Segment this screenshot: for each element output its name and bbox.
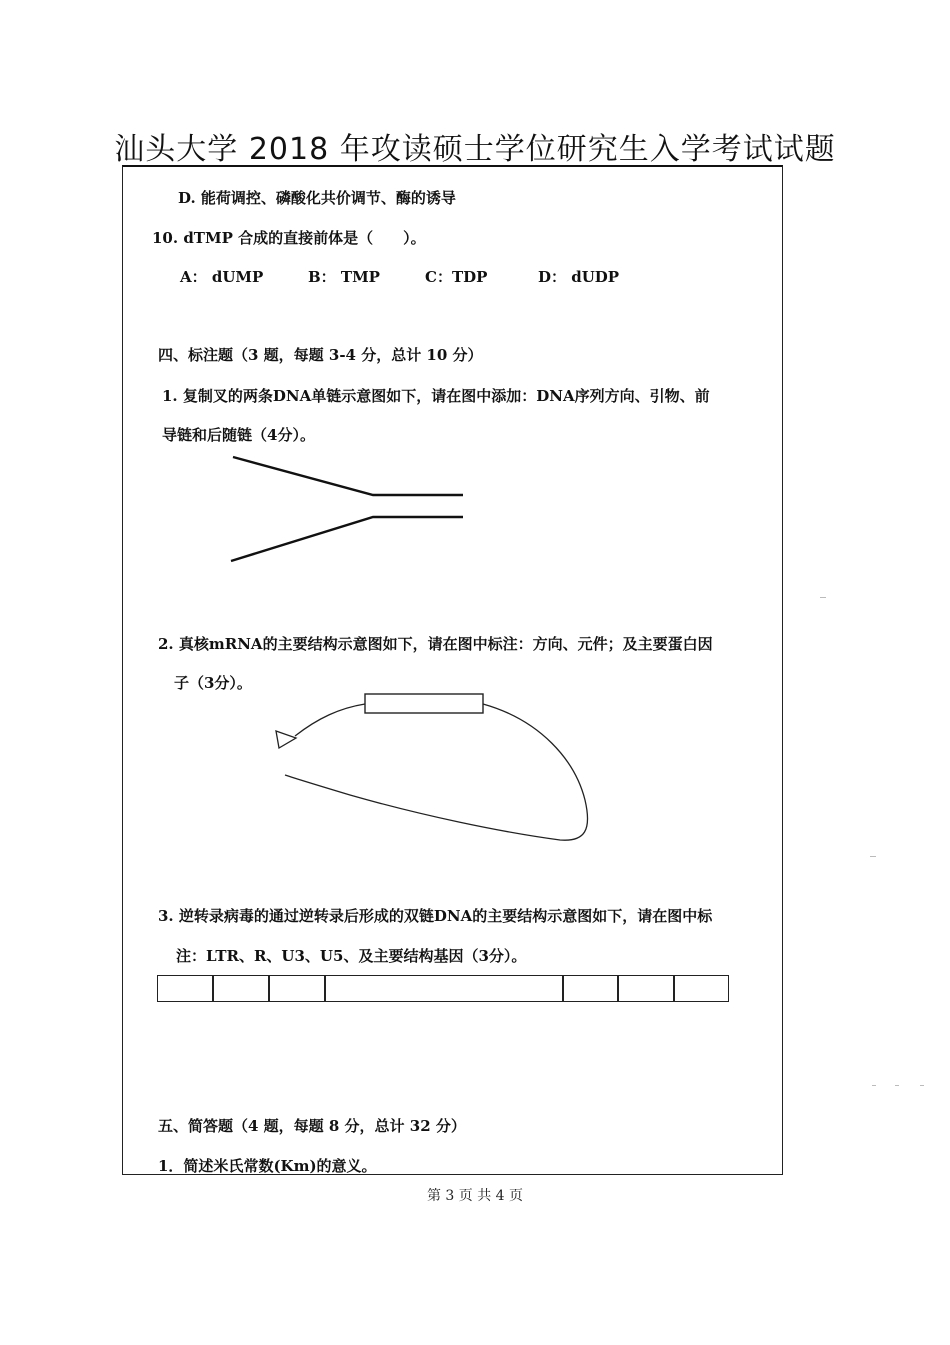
- scan-speck: [895, 1085, 899, 1086]
- s5-q1: 1．简述米氏常数(Km)的意义。: [158, 1157, 377, 1175]
- page-number: 第 3 页 共 4 页: [426, 1188, 524, 1204]
- diagram-segment: [562, 975, 619, 1002]
- q9-option-d: D. 能荷调控、磷酸化共价调节、酶的诱导: [178, 189, 456, 207]
- exam-title: 汕头大学 2018 年攻读硕士学位研究生入学考试试题: [114, 132, 836, 167]
- diagram-segment: [157, 975, 214, 1002]
- scan-speck: [820, 597, 826, 598]
- q10-option-a: A： dUMP: [180, 268, 264, 286]
- s4-q3-line1: 3. 逆转录病毒的通过逆转录后形成的双链DNA的主要结构示意图如下，请在图中标: [158, 907, 713, 925]
- diagram-segment: [268, 975, 326, 1002]
- scan-speck: [870, 856, 876, 857]
- q10-stem: 10. dTMP 合成的直接前体是（ ）。: [152, 229, 426, 247]
- scan-speck: [920, 1085, 924, 1086]
- s4-q2-line1: 2. 真核mRNA的主要结构示意图如下，请在图中标注：方向、元件；及主要蛋白因: [158, 635, 713, 653]
- section4-heading: 四、标注题（3 题，每题 3-4 分，总计 10 分）: [158, 346, 483, 364]
- s4-q1-line1: 1. 复制叉的两条DNA单链示意图如下，请在图中添加：DNA序列方向、引物、前: [162, 387, 710, 405]
- section5-heading: 五、简答题（4 题，每题 8 分，总计 32 分）: [158, 1117, 466, 1135]
- s4-q2-line2: 子（3分）。: [174, 674, 252, 692]
- q10-option-c: C：TDP: [425, 268, 488, 286]
- scan-speck: [872, 1085, 876, 1086]
- diagram-segment: [324, 975, 564, 1002]
- diagram-segment: [673, 975, 729, 1002]
- s4-q1-line2: 导链和后随链（4分）。: [162, 426, 315, 444]
- diagram-segment: [617, 975, 675, 1002]
- s4-q3-line2: 注：LTR、R、U3、U5、及主要结构基因（3分）。: [176, 947, 527, 965]
- q10-option-b: B： TMP: [308, 268, 380, 286]
- q10-option-d: D： dUDP: [538, 268, 620, 286]
- diagram-segment: [212, 975, 270, 1002]
